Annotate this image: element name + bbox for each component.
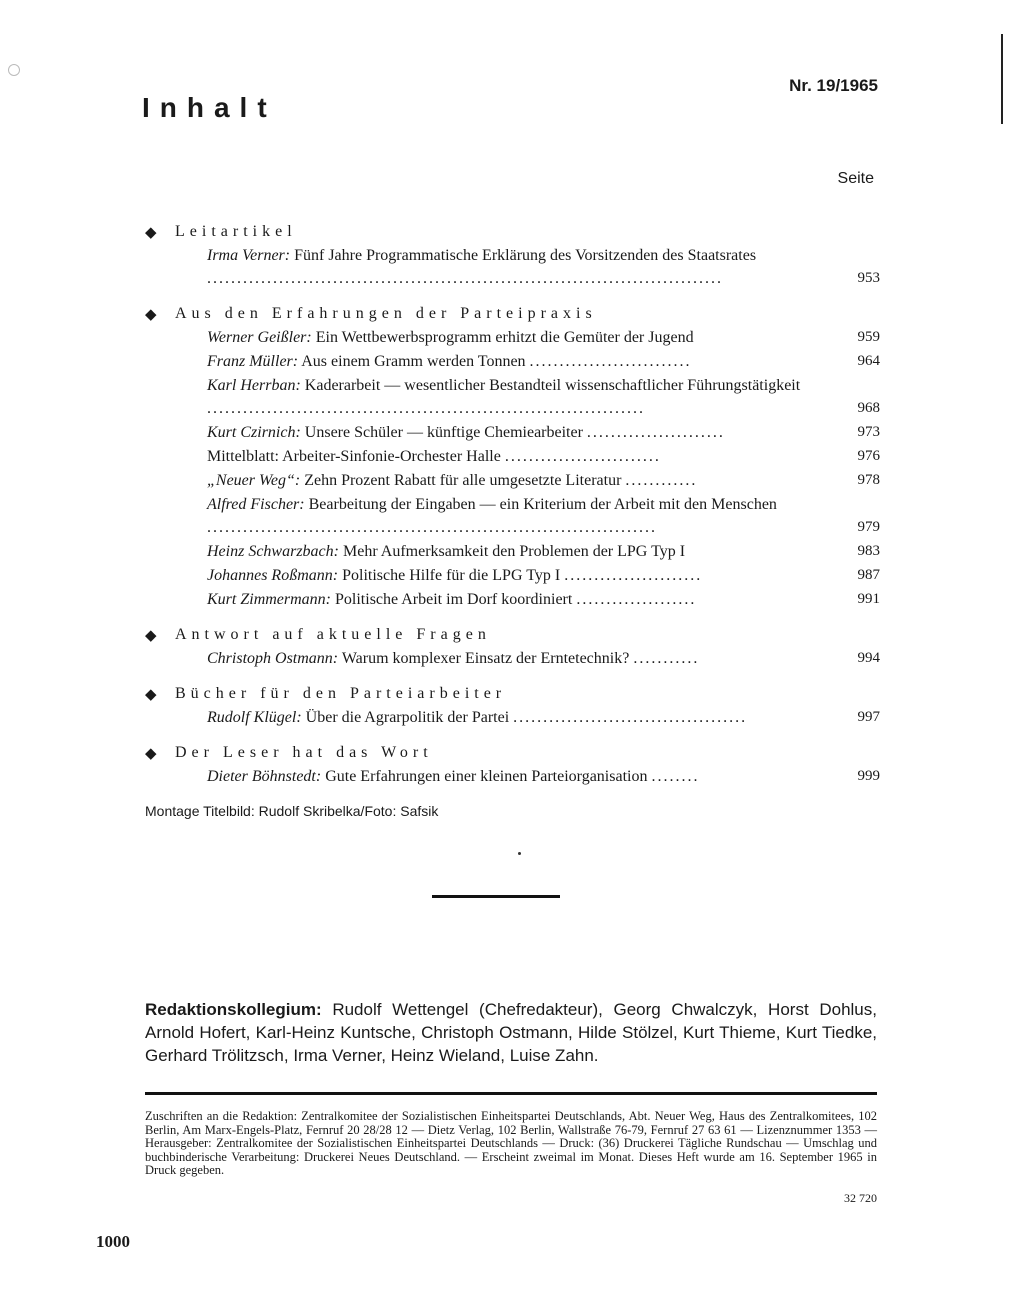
entry-title: Warum komplexer Einsatz der Erntetechnik? (341, 650, 630, 667)
entry-leader-dots: .................... (576, 591, 697, 608)
entry-title: Gute Erfahrungen einer kleinen Parteiorganisation (325, 768, 648, 785)
entry-page-number: 973 (857, 424, 880, 440)
section-heading-text: Antwort auf aktuelle Fragen (175, 626, 491, 643)
entry-page-number: 953 (857, 270, 880, 286)
toc-section (145, 220, 880, 290)
entry-author: Alfred Fischer: (207, 496, 305, 513)
toc-entry (145, 765, 880, 788)
entry-leader-dots: ........ (651, 768, 700, 785)
toc-section (145, 741, 880, 788)
toc-entry (145, 564, 880, 587)
toc-entry (145, 493, 880, 539)
toc-entry (145, 244, 880, 290)
section-heading-text: Bücher für den Parteiarbeiter (175, 685, 507, 702)
entry-title: Unsere Schüler — künftige Chemiearbeiter (304, 424, 583, 441)
section-divider (432, 895, 560, 898)
toc-section-heading (145, 220, 880, 244)
toc-entry (145, 445, 880, 468)
toc-section (145, 302, 880, 611)
entry-author: Heinz Schwarzbach: (207, 543, 339, 560)
entry-page-number: 978 (857, 472, 880, 488)
speck-mark (518, 852, 521, 855)
toc-entry (145, 588, 880, 611)
entry-author: Johannes Roßmann: (207, 567, 339, 584)
entry-title: Politische Arbeit im Dorf koordiniert (335, 591, 573, 608)
toc-section (145, 682, 880, 729)
issue-number: Nr. 19/1965 (789, 76, 878, 95)
punch-hole-mark (8, 64, 20, 76)
entry-title: Ein Wettbewerbsprogramm erhitzt die Gemüter der Jugend (315, 329, 694, 346)
entry-title: Politische Hilfe für die LPG Typ I (342, 567, 561, 584)
entry-author: Franz Müller: (207, 353, 299, 370)
imprint-number: 32 720 (844, 1191, 877, 1205)
entry-page-number: 991 (857, 591, 880, 607)
entry-author: Dieter Böhnstedt: (207, 768, 322, 785)
editorial-board (145, 998, 877, 1067)
diamond-bullet-icon: ◆ (145, 306, 157, 323)
toc-entry (145, 469, 880, 492)
entry-page-number: 964 (857, 353, 880, 369)
entry-leader-dots: ...................................................................................... (207, 270, 723, 287)
entry-title: Über die Agrarpolitik der Partei (305, 709, 510, 726)
entry-author: Kurt Zimmermann: (207, 591, 332, 608)
entry-page-number: 959 (857, 329, 880, 345)
toc-entry (145, 647, 880, 670)
toc-entry (145, 350, 880, 373)
entry-author: Werner Geißler: (207, 329, 312, 346)
toc-entry (145, 374, 880, 420)
section-heading-text: Leitartikel (175, 223, 297, 240)
toc-section-heading (145, 302, 880, 326)
entry-page-number: 997 (857, 709, 880, 725)
entry-title: Bearbeitung der Eingaben — ein Kriterium der Arbeit mit den Menschen (308, 496, 777, 513)
entry-leader-dots: ....................... (586, 424, 725, 441)
toc-entry (145, 540, 880, 563)
toc-section-heading (145, 741, 880, 765)
entry-author: Kurt Czirnich: (207, 424, 301, 441)
diamond-bullet-icon: ◆ (145, 627, 157, 644)
entry-leader-dots: ....................................... (513, 709, 748, 726)
toc-section-heading (145, 682, 880, 706)
entry-author: „Neuer Weg“: (207, 472, 301, 489)
imprint: Zuschriften an die Redaktion: Zentralkomitee der Sozialistischen Einheitspartei Deutschlands, Abt. Neuer Weg, Haus des Zentralkomitees, 102 Berlin, Am Marx-Engels-Platz, Fernruf 20 28/28 12 — Dietz Verlag, 102 Berlin, Wallstraße 76-79, Fernruf 27 63 61 — Lizenznummer 1353 — Herausgeber: Zentralkomitee der Sozialistischen Einheitspartei Deutschlands — Druck: (36) Druckerei Tägliche Rundschau — Umschlag und buchbinderische Verarbeitung: Druckerei Neues Deutschland. — Erscheint zweimal im Monat. Dieses Heft wurde am 16. September 1965 in Druck gegeben. (145, 1109, 877, 1177)
scan-edge-mark (1001, 34, 1003, 124)
section-heading-text: Der Leser hat das Wort (175, 744, 433, 761)
entry-author: Karl Herrban: (207, 377, 301, 394)
toc-entry (145, 706, 880, 729)
diamond-bullet-icon: ◆ (145, 686, 157, 703)
entry-title: Fünf Jahre Programmatische Erklärung des Vorsitzenden des Staatsrates (294, 247, 757, 264)
entry-leader-dots: ............ (625, 472, 698, 489)
entry-page-number: 976 (857, 448, 880, 464)
entry-title: Mittelblatt: Arbeiter-Sinfonie-Orchester Halle (207, 448, 501, 465)
toc-entry (145, 326, 880, 349)
editorial-names: Rudolf Wettengel (Chefredakteur), Georg Chwalczyk, Horst Dohlus, Arnold Hofert, Karl-Heinz Kuntsche, Christoph Ostmann, Hilde Stölzel, Kurt Thieme, Kurt Tiedke, Gerhard Trölitzsch, Irma Verner, Heinz Wieland, Luise Zahn. (145, 1000, 877, 1065)
entry-leader-dots: .......................... (504, 448, 661, 465)
entry-title: Zehn Prozent Rabatt für alle umgesetzte Literatur (304, 472, 622, 489)
entry-leader-dots: ......................................................................... (207, 400, 645, 417)
page-number: 1000 (96, 1232, 130, 1251)
entry-author: Irma Verner: (207, 247, 291, 264)
diamond-bullet-icon: ◆ (145, 745, 157, 762)
toc-section (145, 623, 880, 670)
table-of-contents (145, 220, 880, 800)
entry-page-number: 987 (857, 567, 880, 583)
page-column-label: Seite (837, 170, 874, 187)
diamond-bullet-icon: ◆ (145, 224, 157, 241)
entry-title: Aus einem Gramm werden Tonnen (301, 353, 526, 370)
toc-section-heading (145, 623, 880, 647)
editorial-label: Redaktionskollegium: (145, 1000, 322, 1019)
entry-page-number: 999 (857, 768, 880, 784)
cover-credit: Montage Titelbild: Rudolf Skribelka/Foto: Safsik (145, 803, 439, 819)
entry-title: Kaderarbeit — wesentlicher Bestandteil wissenschaftlicher Führungstätigkeit (304, 377, 801, 394)
entry-title: Mehr Aufmerksamkeit den Problemen der LPG Typ I (342, 543, 686, 560)
toc-entry (145, 421, 880, 444)
entry-leader-dots: ........................................................................... (207, 519, 657, 536)
entry-author: Christoph Ostmann: (207, 650, 339, 667)
page-title: Inhalt (142, 92, 277, 123)
entry-leader-dots: ....................... (564, 567, 703, 584)
entry-page-number: 979 (857, 519, 880, 535)
entry-author: Rudolf Klügel: (207, 709, 302, 726)
section-heading-text: Aus den Erfahrungen der Parteipraxis (175, 305, 597, 322)
entry-page-number: 968 (857, 400, 880, 416)
entry-leader-dots: ........................... (529, 353, 692, 370)
entry-leader-dots: ........... (633, 650, 700, 667)
footer-divider (145, 1092, 877, 1095)
entry-page-number: 983 (857, 543, 880, 559)
entry-page-number: 994 (857, 650, 880, 666)
